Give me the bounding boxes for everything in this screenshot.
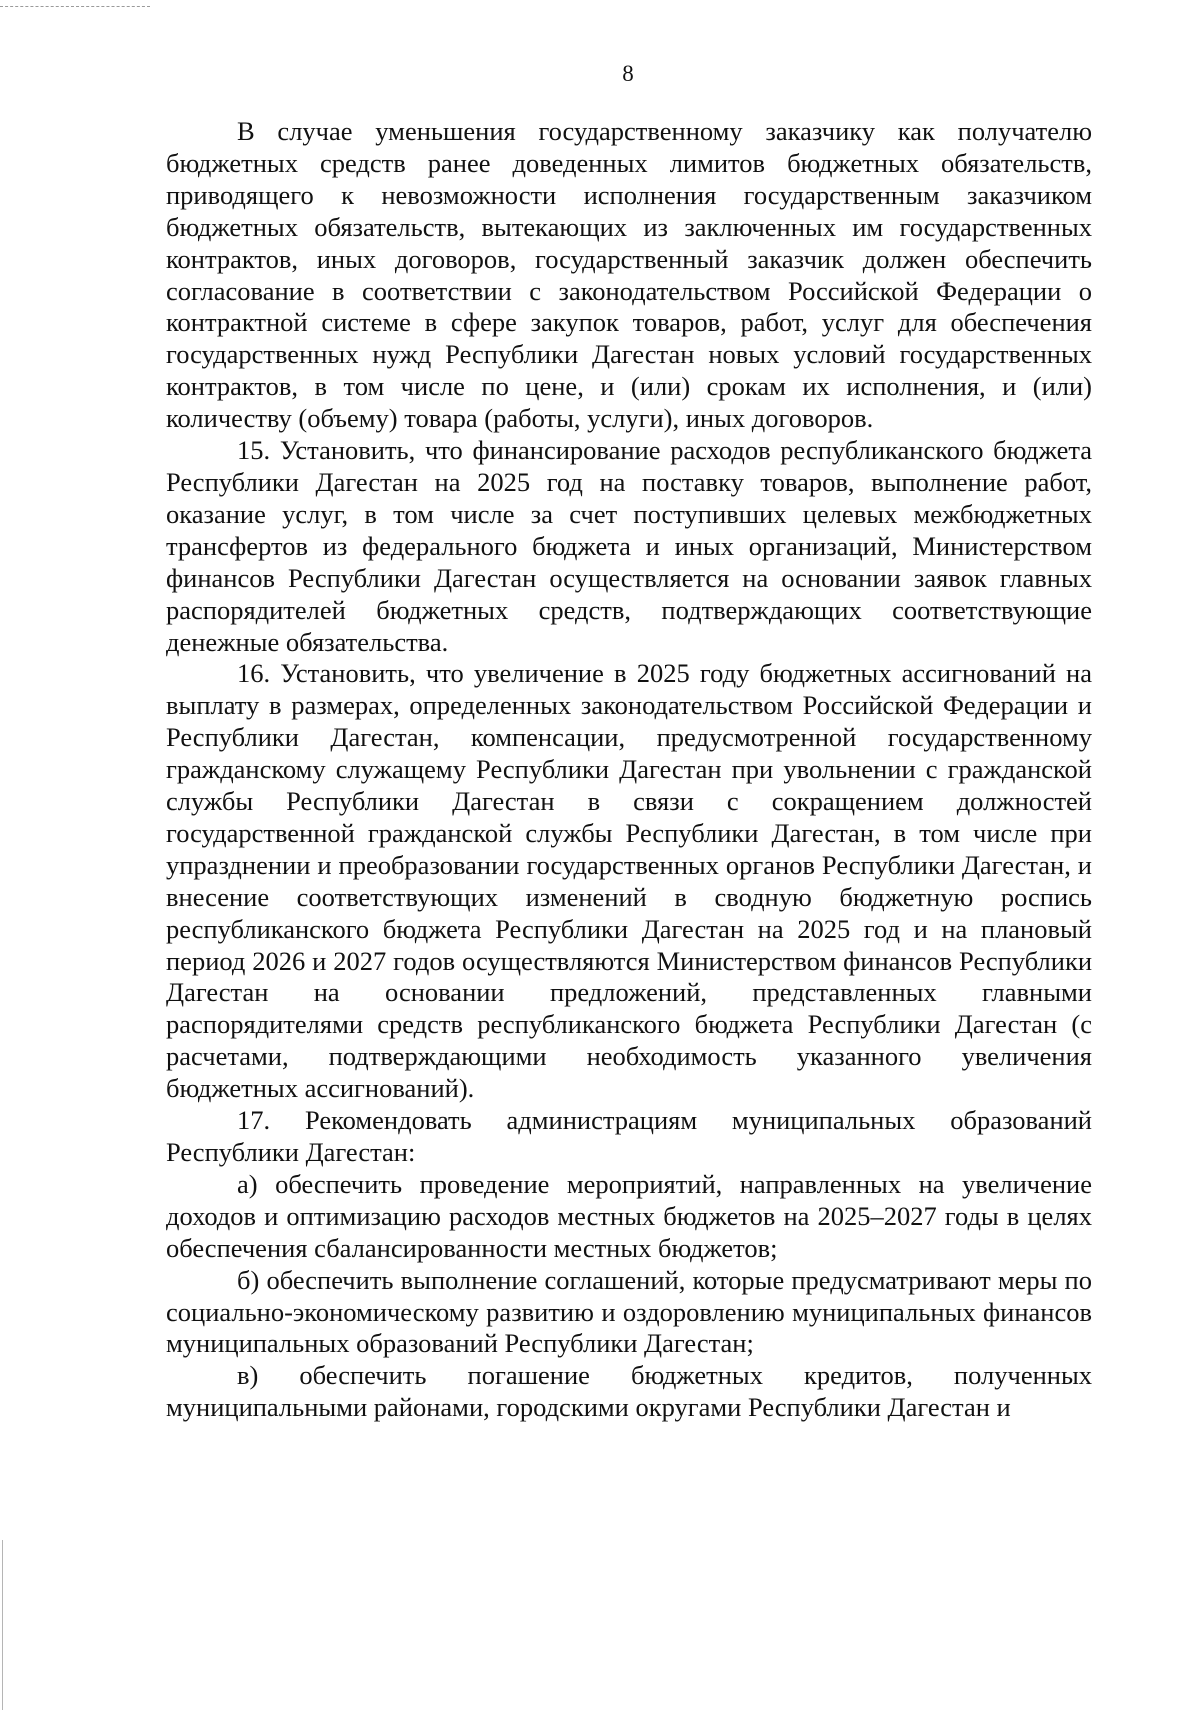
- scan-edge-mark: [0, 6, 150, 7]
- paragraph-item-17b: б) обеспечить выполнение соглашений, которые предусматривают меры по социально-экономическому развитию и оздоровлению муниципальных финансов муниципальных образований Республики Дагестан;: [166, 1264, 1092, 1359]
- paragraph-contract-limits: В случае уменьшения государственному заказчику как получателю бюджетных средств ранее доведенных лимитов бюджетных обязательств, приводящего к невозможности исполнения государственным заказчиком бюджетных обязательств, вытекающих из заключенных им государственных контрактов, иных договоров, государственный заказчик должен обеспечить согласование в соответствии с законодательством Российской Федерации о контрактной системе в сфере закупок товаров, работ, услуг для обеспечения государственных нужд Республики Дагестан новых условий государственных контрактов, в том числе по цене, и (или) срокам их исполнения, и (или) количеству (объему) товара (работы, услуги), иных договоров.: [166, 116, 1092, 434]
- paragraph-item-17: 17. Рекомендовать администрациям муниципальных образований Республики Дагестан:: [166, 1105, 1092, 1167]
- paragraph-item-15: 15. Установить, что финансирование расходов республиканского бюджета Республики Дагестан на 2025 год на поставку товаров, выполнение работ, оказание услуг, в том числе за счет поступивших целевых межбюджетных трансфертов из федерального бюджета и иных организаций, Министерством финансов Республики Дагестан осуществляется на основании заявок главных распорядителей бюджетных средств, подтверждающих соответствующие денежные обязательства.: [166, 435, 1092, 657]
- paragraph-item-16: 16. Установить, что увеличение в 2025 году бюджетных ассигнований на выплату в размерах, определенных законодательством Российской Федерации и Республики Дагестан, компенсации, предусмотренной государственному гражданскому служащему Республики Дагестан при увольнении с гражданской службы Республики Дагестан в связи с сокращением должностей государственной гражданской службы Республики Дагестан, в том числе при упразднении и преобразовании государственных органов Республики Дагестан, и внесение соответствующих изменений в сводную бюджетную роспись республиканского бюджета Республики Дагестан на 2025 год и на плановый период 2026 и 2027 годов осуществляются Министерством финансов Республики Дагестан на основании предложений, представленных главными распорядителями средств республиканского бюджета Республики Дагестан (с расчетами, подтверждающими необходимость указанного увеличения бюджетных ассигнований).: [166, 658, 1092, 1104]
- scan-edge-line: [2, 1540, 3, 1710]
- paragraph-item-17a: а) обеспечить проведение мероприятий, направленных на увеличение доходов и оптимизацию расходов местных бюджетов на 2025–2027 годы в целях обеспечения сбалансированности местных бюджетов;: [166, 1168, 1092, 1263]
- paragraph-item-17c: в) обеспечить погашение бюджетных кредитов, полученных муниципальными районами, городскими округами Республики Дагестан и: [166, 1360, 1092, 1423]
- document-body: [166, 116, 1092, 1424]
- page-number: 8: [622, 61, 634, 86]
